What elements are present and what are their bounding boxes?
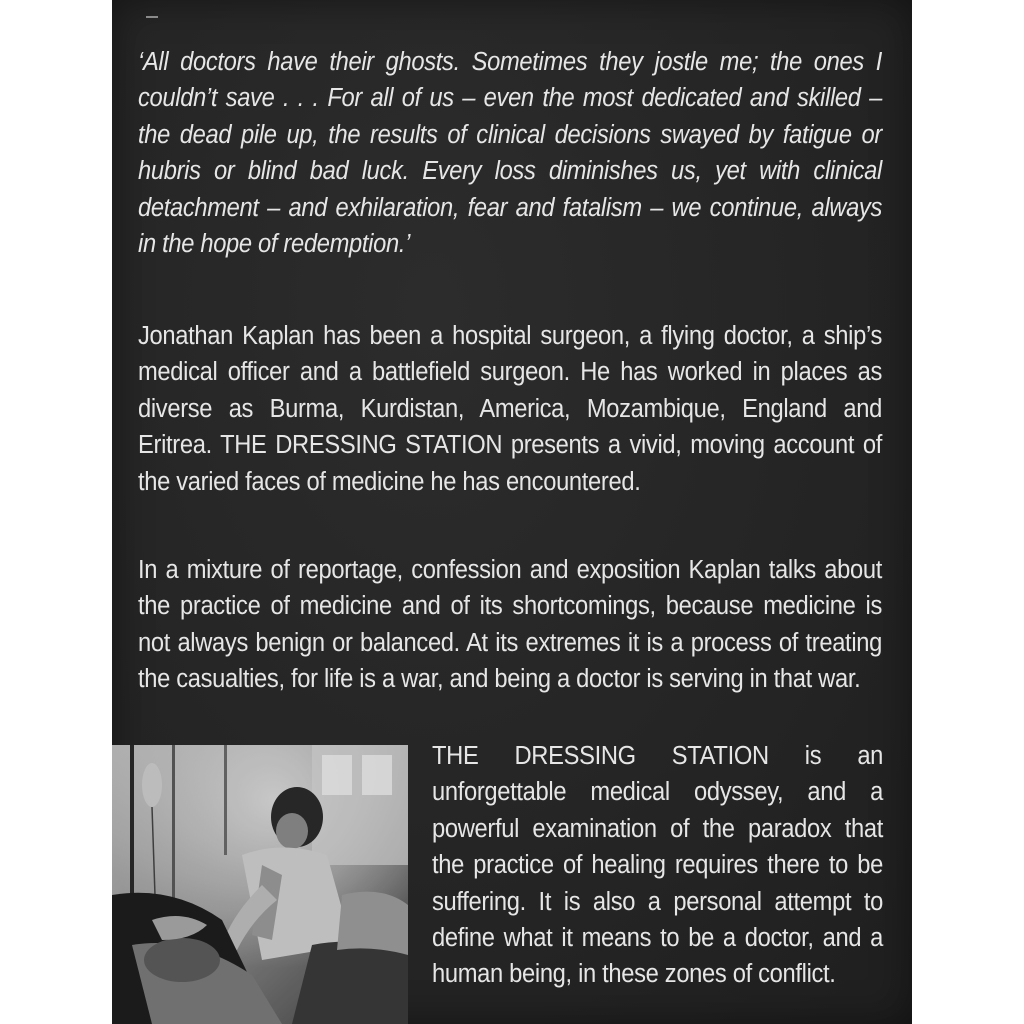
book-description-paragraph: In a mixture of reportage, confession and exposition Kaplan talks about the practice of medicine and of its shortcomings, because medicine is not always benign or balanced. At its extremes it is a process of treating the casualties, for life is a war, and being a doctor is serving in that war. <box>138 556 882 694</box>
opening-quote: ‘All doctors have their ghosts. Sometimes they jostle me; the ones I couldn’t save . . . For all of us – even the most dedicated and skilled – the dead pile up, the results of clinical decisions swayed by fatigue or hubris or blind bad luck. Every loss diminishes us, yet with clinical detachment – and exhilaration, fear and fatalism – we continue, always in the hope of redemption.’ <box>138 48 882 259</box>
author-bio-paragraph: Jonathan Kaplan has been a hospital surgeon, a flying doctor, a ship’s medical officer and a battlefield surgeon. He has worked in places as diverse as Burma, Kurdistan, America, Mozambique, England and Eritrea. THE DRESSING STATION presents a vivid, moving account of the varied faces of medicine he has encountered. <box>138 322 882 496</box>
hospital-photo <box>112 745 408 1024</box>
corner-mark <box>146 16 158 18</box>
closing-paragraph: THE DRESSING STATION is an unforgettable medical odyssey, and a powerful examination of the paradox that the practice of healing requires there to be suffering. It is also a personal attempt to define what it means to be a doctor, and a human being, in these zones of conflict. <box>432 742 884 989</box>
